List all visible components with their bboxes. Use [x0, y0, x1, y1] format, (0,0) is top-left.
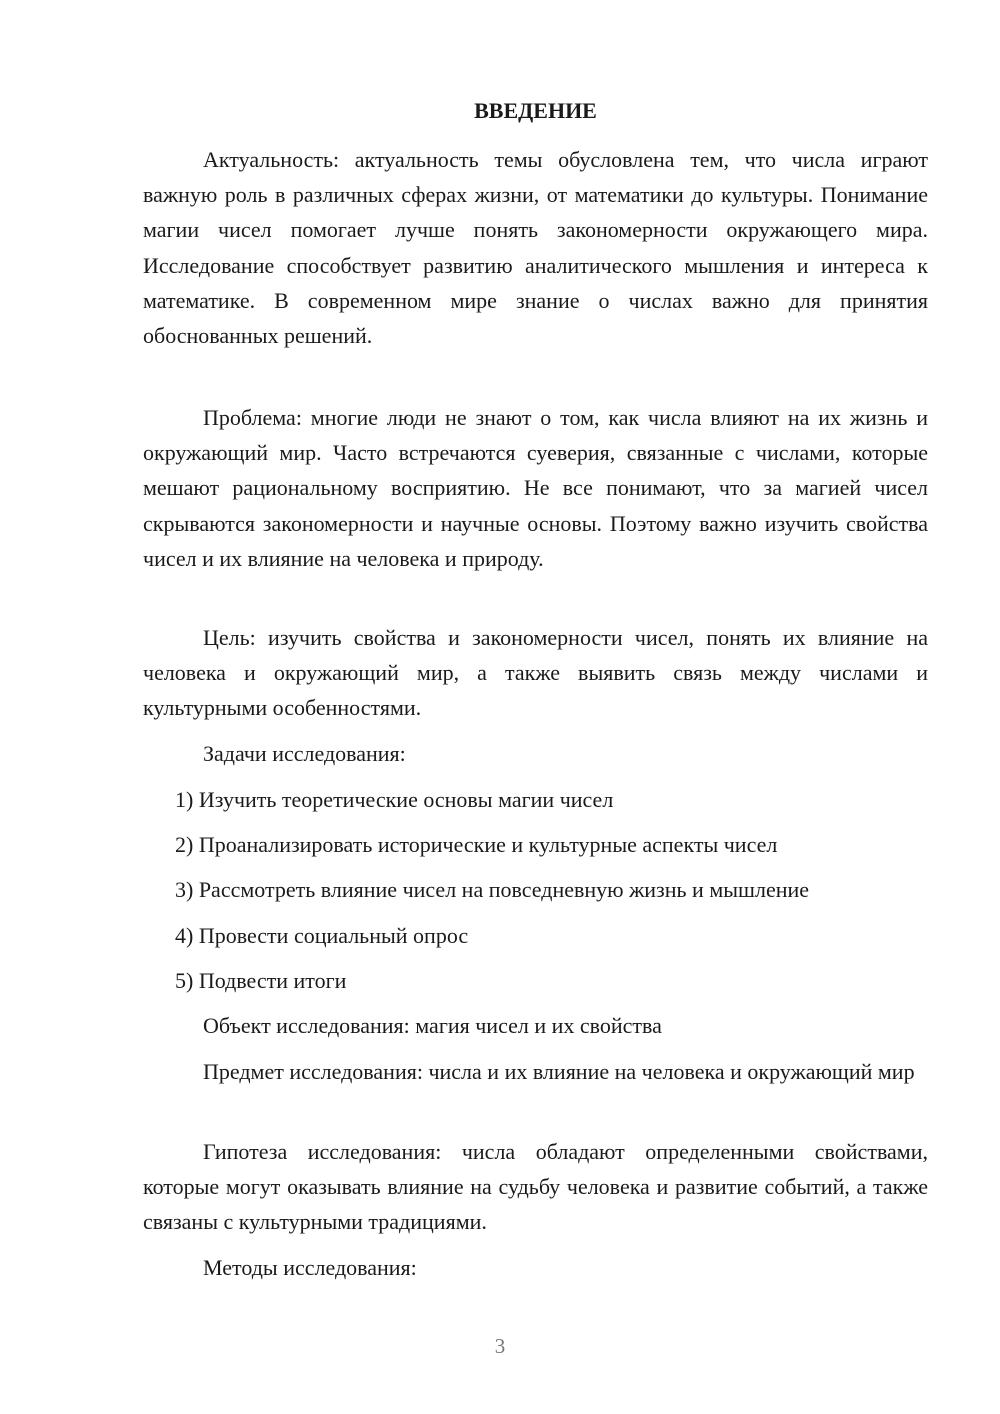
problem-paragraph: Проблема: многие люди не знают о том, как числа влияют на их жизнь и окружающий мир. Часто встречаются суеверия, связанные с числами, которые мешают рациональному восприятию. Не все понимают, что за магией чисел скрываются закономерности и научные основы. Поэтому важно изучить свойства чисел и их влияние на человека и природу.	[143, 405, 928, 571]
methods-heading: Методы исследования:	[203, 1255, 417, 1280]
relevance-paragraph: Актуальность: актуальность темы обусловлена тем, что числа играют важную роль в различных сферах жизни, от математики до культуры. Понимание магии чисел помогает лучше понять закономерности окружающего мира. Исследование способствует развитию аналитического мышления и интереса к математике. В современном мире знание о числах важно для принятия обоснованных решений.	[143, 147, 928, 349]
tasks-heading: Задачи исследования:	[203, 741, 406, 766]
task-item-4-block	[143, 918, 928, 953]
object-block	[143, 1008, 928, 1043]
task-item: 5) Подвести итоги	[175, 968, 347, 993]
subject-block	[143, 1054, 928, 1089]
relevance-block	[143, 142, 928, 353]
task-item-5-block	[143, 963, 928, 998]
hypothesis-block	[143, 1134, 928, 1240]
goal-paragraph: Цель: изучить свойства и закономерности чисел, понять их влияние на человека и окружающий мир, а также выявить связь между числами и культурными особенностями.	[143, 625, 928, 721]
page-title: ВВЕДЕНИЕ	[474, 98, 597, 123]
task-item: 1) Изучить теоретические основы магии чисел	[175, 787, 614, 812]
task-item-3-block	[143, 872, 928, 907]
subject-paragraph: Предмет исследования: числа и их влияние на человека и окружающий мир	[203, 1059, 915, 1084]
goal-block	[143, 620, 928, 726]
task-item-1-block	[143, 782, 928, 817]
object-paragraph: Объект исследования: магия чисел и их свойства	[203, 1013, 662, 1038]
hypothesis-paragraph: Гипотеза исследования: числа обладают определенными свойствами, которые могут оказывать влияние на судьбу человека и развитие событий, а также связаны с культурными традициями.	[143, 1139, 928, 1235]
task-item: 3) Рассмотреть влияние чисел на повседневную жизнь и мышление	[175, 877, 810, 902]
task-item-2-block	[143, 827, 928, 862]
tasks-heading-block	[143, 736, 928, 771]
page-number: 3	[494, 1334, 506, 1358]
problem-block	[143, 400, 928, 576]
task-item: 2) Проанализировать исторические и культурные аспекты чисел	[175, 832, 778, 857]
methods-heading-block	[143, 1250, 928, 1285]
task-item: 4) Провести социальный опрос	[175, 923, 469, 948]
